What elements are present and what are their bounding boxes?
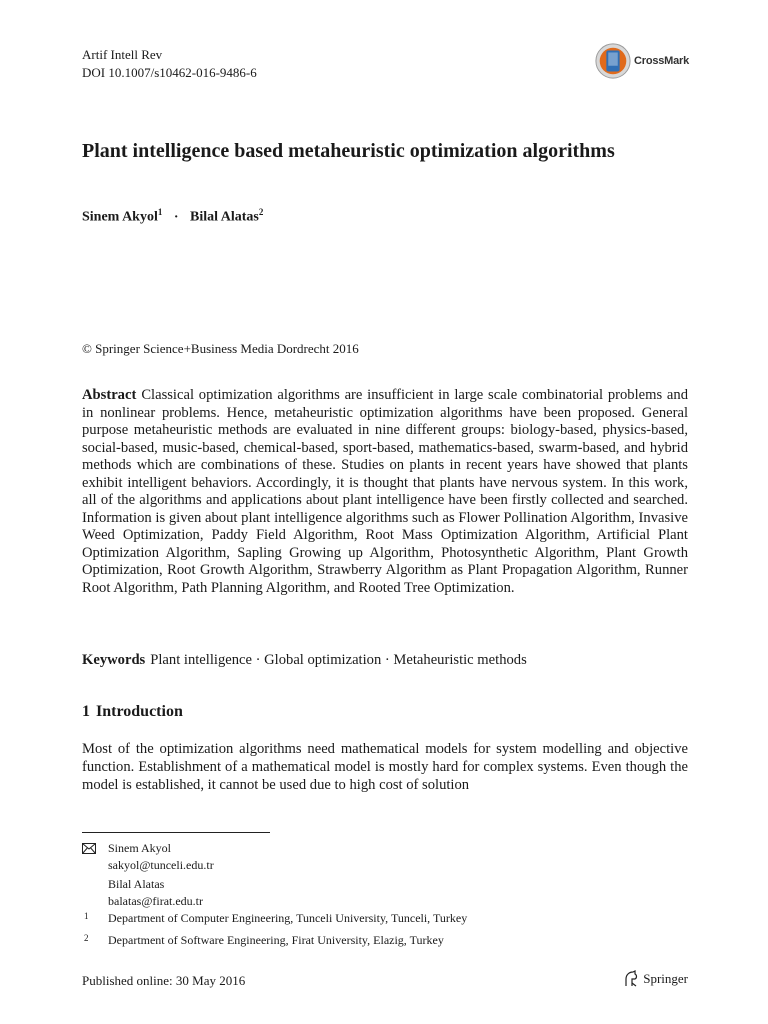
author-name: Sinem Akyol [82, 209, 158, 225]
second-author-block [82, 876, 203, 910]
section-heading [82, 703, 183, 721]
crossmark-label: CrossMark [634, 55, 690, 67]
abstract-label: Abstract [82, 387, 137, 403]
journal-header [82, 46, 257, 82]
affiliation-footnote-mark: 1 [84, 911, 89, 921]
section-number: 1 [82, 703, 90, 720]
affiliation-mark: 1 [157, 207, 163, 217]
abstract [82, 387, 688, 598]
published-date: Published online: 30 May 2016 [82, 973, 246, 988]
contact-email[interactable]: balatas@firat.edu.tr [108, 894, 204, 908]
envelope-icon [82, 843, 96, 854]
contact-author-name: Bilal Alatas [108, 877, 165, 891]
copyright-notice: © Springer Science+Business Media Dordrecht 2016 [82, 341, 359, 356]
affiliation-text: Department of Software Engineering, Firat University, Elazig, Turkey [108, 933, 444, 947]
author-list [82, 207, 263, 226]
crossmark-icon [594, 42, 632, 80]
keywords-label: Keywords [82, 652, 146, 668]
affiliation-footnote [82, 932, 444, 949]
affiliation-text: Department of Computer Engineering, Tunceli University, Tunceli, Turkey [108, 911, 468, 925]
journal-doi[interactable]: DOI 10.1007/s10462-016-9486-6 [82, 65, 257, 80]
keywords-text: Plant intelligence · Global optimization · Metaheuristic methods [150, 652, 527, 668]
section-title: Introduction [96, 703, 183, 720]
author-separator: · [173, 209, 179, 225]
affiliation-footnote-mark: 2 [84, 933, 89, 943]
paper-page [82, 0, 688, 1024]
paper-title: Plant intelligence based metaheuristic optimization algorithms [82, 140, 615, 162]
springer-horse-icon [623, 970, 639, 988]
publisher-logo[interactable] [623, 970, 688, 988]
contact-email[interactable]: sakyol@tunceli.edu.tr [108, 858, 214, 872]
keywords [82, 652, 527, 669]
footnote-divider [82, 832, 270, 833]
abstract-text: Classical optimization algorithms are insufficient in large scale combinatorial problems and in nonlinear problems. Hence, metaheuristic optimization algorithms have been proposed. General purpose metaheuristic methods are evaluated in nine different groups: biology-based, physics-based, social-based, music-based, chemical-based, sport-based, mathematics-based, swarm-based, and hybrid methods which are combinations of these. Studies on plants in recent years have showed that plants exhibit intelligent behaviors. Accordingly, it is thought that plants have nervous system. In this work, all of the algorithms and applications about plant intelligence have been firstly collected and searched. Information is given about plant intelligence algorithms such as Flower Pollination Algorithm, Invasive Weed Optimization, Paddy Field Algorithm, Root Mass Optimization Algorithm, Artificial Plant Optimization Algorithm, Sapling Growing up Algorithm, Photosynthetic Algorithm, Plant Growth Optimization, Root Growth Algorithm, Strawberry Algorithm as Plant Propagation Algorithm, Runner Root Algorithm, Path Planning Algorithm, and Rooted Tree Optimization. [82, 387, 688, 597]
crossmark-badge[interactable] [594, 42, 688, 80]
affiliation-mark: 2 [258, 207, 264, 217]
author-name: Bilal Alatas [190, 209, 259, 225]
contact-author-name: Sinem Akyol [108, 841, 172, 855]
corresponding-author-block [82, 840, 214, 874]
affiliation-footnote [82, 910, 467, 927]
journal-name: Artif Intell Rev [82, 47, 163, 62]
publisher-name: Springer [643, 971, 688, 986]
intro-paragraph: Most of the optimization algorithms need mathematical models for system modelling and objective function. Establishment of a mathematical model is mostly hard for complex systems. Even though the model is established, it cannot be used due to high cost of solution [82, 741, 688, 793]
